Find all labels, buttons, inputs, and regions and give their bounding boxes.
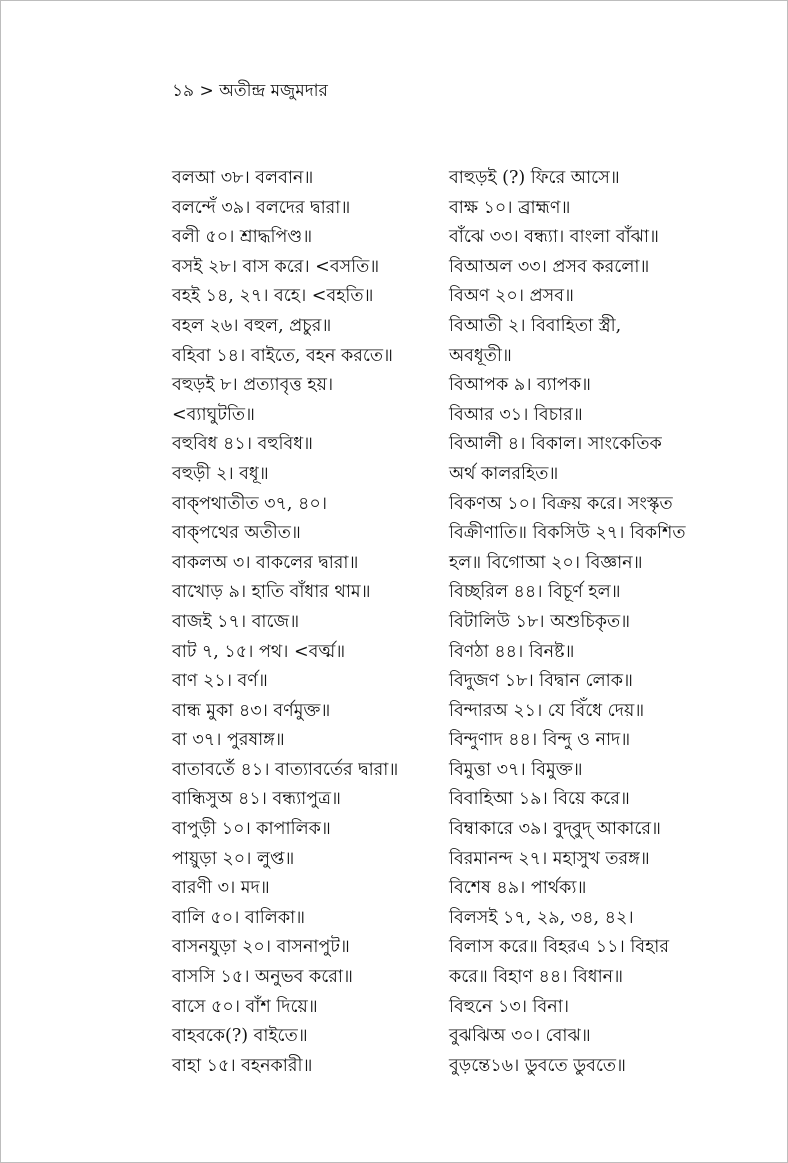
glossary-line: বিদুজণ ১৮। বিদ্বান লোক॥ <box>449 671 633 692</box>
glossary-line: বারণী ৩। মদ॥ <box>172 878 270 899</box>
glossary-line: বাকলঅ ৩। বাকলের দ্বারা॥ <box>172 552 359 573</box>
glossary-line: বিটালিউ ১৮। অশুচিকৃত॥ <box>449 611 631 632</box>
glossary-line: বিমুত্তা ৩৭। বিমুক্ত॥ <box>449 759 583 780</box>
glossary-column-left <box>172 164 440 1081</box>
glossary-line: বলআ ৩৮। বলবান॥ <box>172 168 314 188</box>
glossary-column-right <box>449 164 769 1081</box>
glossary-line: বহুবিধ ৪১। বহুবিধ॥ <box>172 434 313 455</box>
glossary-line: বিবাহিআ ১৯। বিয়ে করে॥ <box>449 789 630 810</box>
glossary-line: বুড়ন্তে১৬। ডুবতে ডুবতে॥ <box>449 1055 626 1076</box>
glossary-line: <ব্যাঘুটতি॥ <box>172 404 255 425</box>
glossary-line: বিণঠা ৪৪। বিনষ্ট॥ <box>449 641 575 662</box>
glossary-line: হল॥ বিগোআ ২০। বিজ্ঞান॥ <box>449 552 643 573</box>
glossary-line: বাখোড় ৯। হাতি বাঁধার থাম॥ <box>172 582 371 603</box>
glossary-line: বিআলী ৪। বিকাল। সাংকেতিক <box>449 434 662 455</box>
glossary-line: বাসে ৫০। বাঁশ দিয়ে॥ <box>172 996 318 1017</box>
glossary-line: বাসনযুড়া ২০। বাসনাপুট॥ <box>172 937 350 958</box>
glossary-line: বিআঅল ৩৩। প্রসব করলো॥ <box>449 256 650 277</box>
glossary-line: বাপুড়ী ১০। কাপালিক॥ <box>172 819 331 840</box>
glossary-line: বহই ১৪, ২৭। বহে। <বহতি॥ <box>172 286 374 307</box>
glossary-line: বান্ধিসুঅ ৪১। বন্ধ্যাপুত্র॥ <box>172 789 341 810</box>
glossary-line: বাহবকে(?) বাইতে॥ <box>172 1026 308 1047</box>
glossary-line: বিন্দুণাদ ৪৪। বিন্দু ও নাদ॥ <box>449 730 631 751</box>
glossary-line: বিহুনে ১৩। বিনা। <box>449 996 570 1017</box>
glossary-line: বিআপক ৯। ব্যাপক॥ <box>449 375 591 396</box>
glossary-line: বাজই ১৭। বাজে॥ <box>172 611 300 632</box>
glossary-line: বাণ ২১। বর্ণ॥ <box>172 671 268 692</box>
glossary-line: অর্থ কালরহিত॥ <box>449 463 559 484</box>
glossary-line: বিন্দারঅ ২১। যে বিঁধে দেয়॥ <box>449 700 645 721</box>
glossary-line: বহিবা ১৪। বাইতে, বহন করতে॥ <box>172 345 393 366</box>
glossary-line: করে॥ বিহাণ ৪৪। বিধান॥ <box>449 967 624 988</box>
glossary-line: বাক্ষ ১০। ব্রাহ্মণ॥ <box>449 197 571 218</box>
glossary-line: বাতাবর্তেঁ ৪১। বাত্যাবর্তের দ্বারা॥ <box>172 759 399 780</box>
glossary-line: বা ৩৭। পুরষাঙ্গ॥ <box>172 730 285 751</box>
glossary-line: বাক্‌পথাতীত ৩৭, ৪০। <box>172 493 328 514</box>
glossary-line: বালি ৫০। বালিকা॥ <box>172 907 306 928</box>
glossary-line: পায়ুড়া ২০। লুপ্ত॥ <box>172 848 295 869</box>
glossary-line: অবধূতী॥ <box>449 345 512 366</box>
glossary-line: বলী ৫০। শ্রাদ্ধপিণ্ড॥ <box>172 227 313 248</box>
glossary-line: বিরমানন্দ ২৭। মহাসুখ তরঙ্গ॥ <box>449 848 650 869</box>
glossary-line: বিলসই ১৭, ২৯, ৩৪, ৪২। <box>449 907 634 928</box>
glossary-line: বলন্দেঁ ৩৯। বলদের দ্বারা॥ <box>172 197 351 218</box>
glossary-line: বসই ২৮। বাস করে। <বসতি॥ <box>172 256 380 277</box>
glossary-line: বাহুড়ই (?) ফিরে আসে॥ <box>449 168 620 188</box>
glossary-line: বিম্বাকারে ৩৯। বুদ্‌বুদ্ আকারে॥ <box>449 819 661 840</box>
glossary-line: বহুড়ই ৮। প্রত্যাবৃত্ত হয়। <box>172 375 334 396</box>
glossary-line: বাট ৭, ১৫। পথ। <বর্ত্ম॥ <box>172 641 346 662</box>
glossary-line: বান্ধ মুকা ৪৩। বর্ণমুক্ত॥ <box>172 700 331 721</box>
glossary-line: বাহা ১৫। বহনকারী॥ <box>172 1055 313 1076</box>
glossary-line: বিক্রীণাতি॥ বিকসিউ ২৭। বিকশিত <box>449 523 686 544</box>
glossary-line: বাঁঝে ৩৩। বন্ধ্যা। বাংলা বাঁঝা॥ <box>449 227 659 248</box>
glossary-line: বিঅণ ২০। প্রসব॥ <box>449 286 574 307</box>
running-header: ১৯ > অতীন্দ্র মজুমদার <box>172 81 328 101</box>
glossary-line: বাসসি ১৫। অনুভব করো॥ <box>172 967 353 988</box>
glossary-line: বিকণঅ ১০। বিক্রয় করে। সংস্কৃত <box>449 493 673 514</box>
glossary-line: বহুড়ী ২। বধূ॥ <box>172 463 269 484</box>
glossary-line: বিআতী ২। বিবাহিতা স্ত্রী, <box>449 315 622 336</box>
glossary-line: বিআর ৩১। বিচার॥ <box>449 404 583 425</box>
glossary-line: বিচ্ছরিল ৪৪। বিচূর্ণ হল॥ <box>449 582 621 603</box>
glossary-line: বিশেষ ৪৯। পার্থক্য॥ <box>449 878 587 899</box>
glossary-line: বহল ২৬। বহুল, প্রচুর॥ <box>172 315 332 336</box>
glossary-line: বিলাস করে॥ বিহরএ ১১। বিহার <box>449 937 669 958</box>
glossary-line: বুঝঝিঅ ৩০। বোঝ॥ <box>449 1026 591 1047</box>
glossary-line: বাক্‌পথের অতীত॥ <box>172 523 301 544</box>
